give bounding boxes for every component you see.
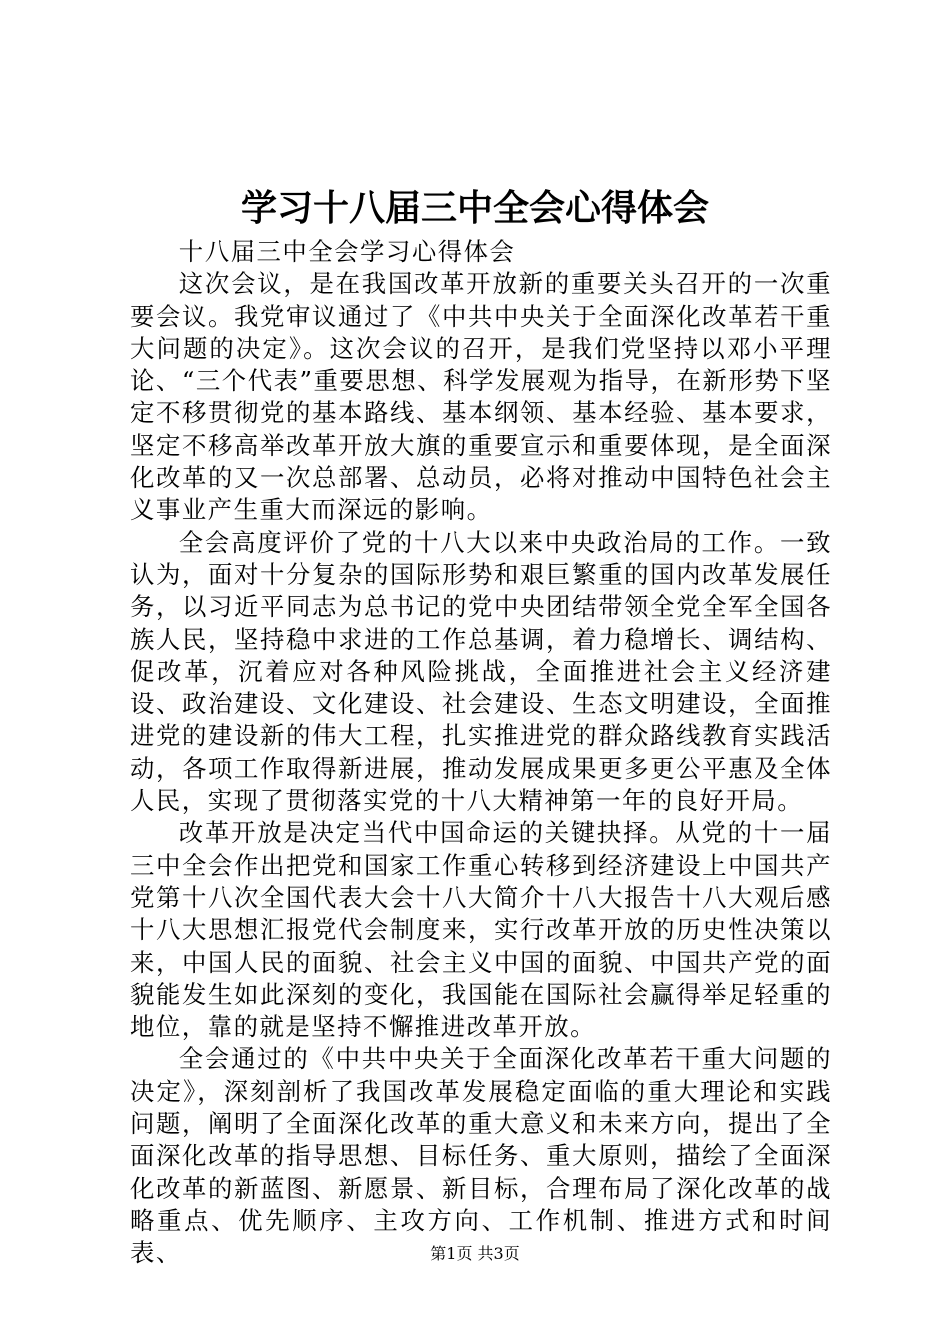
document-title: 学习十八届三中全会心得体会 (240, 188, 709, 229)
body-paragraph-2: 全会高度评价了党的十八大以来中央政治局的工作。一致认为，面对十分复杂的国际形势和艰巨繁重的国内改革发展任务，以习近平同志为总书记的党中央团结带领全党全军全国各族人民，坚持稳中求进的工作总基调，着力稳增长、调结构、促改革，沉着应对各种风险挑战，全面推进社会主义经济建设、政治建设、文化建设、社会建设、生态文明建设，全面推进党的建设新的伟大工程，扎实推进党的群众路线教育实践活动，各项工作取得新进展，推动发展成果更多更公平惠及全体人民，实现了贯彻落实党的十八大精神第一年的良好开局。 (130, 527, 832, 816)
body-paragraph-3: 改革开放是决定当代中国命运的关键抉择。从党的十一届三中全会作出把党和国家工作重心转移到经济建设上中国共产党第十八次全国代表大会十八大简介十八大报告十八大观后感十八大思想汇报党代会制度来，实行改革开放的历史性决策以来，中国人民的面貌、社会主义中国的面貌、中国共产党的面貌能发生如此深刻的变化，我国能在国际社会赢得举足轻重的地位，靠的就是坚持不懈推进改革开放。 (130, 818, 832, 1042)
body-paragraph-1: 这次会议，是在我国改革开放新的重要关头召开的一次重要会议。我党审议通过了《中共中央关于全面深化改革若干重大问题的决定》。这次会议的召开，是我们党坚持以邓小平理论、“三个代表”重要思想、科学发展观为指导，在新形势下坚定不移贯彻党的基本路线、基本纲领、基本经验、基本要求，坚定不移高举改革开放大旗的重要宣示和重要体现，是全面深化改革的又一次总部署、总动员，必将对推动中国特色社会主义事业产生重大而深远的影响。 (130, 269, 832, 525)
subtitle-paragraph: 十八届三中全会学习心得体会 (178, 237, 516, 266)
document-body (130, 236, 832, 1270)
page-number-footer: 第1页 共3页 (430, 1244, 520, 1263)
body-paragraph-4: 全会通过的《中共中央关于全面深化改革若干重大问题的决定》，深刻剖析了我国改革发展稳定面临的重大理论和实践问题，阐明了全面深化改革的重大意义和未来方向，提出了全面深化改革的指导思想、目标任务、重大原则，描绘了全面深化改革的新蓝图、新愿景、新目标，合理布局了深化改革的战略重点、优先顺序、主攻方向、工作机制、推进方式和时间表、 (130, 1044, 832, 1268)
